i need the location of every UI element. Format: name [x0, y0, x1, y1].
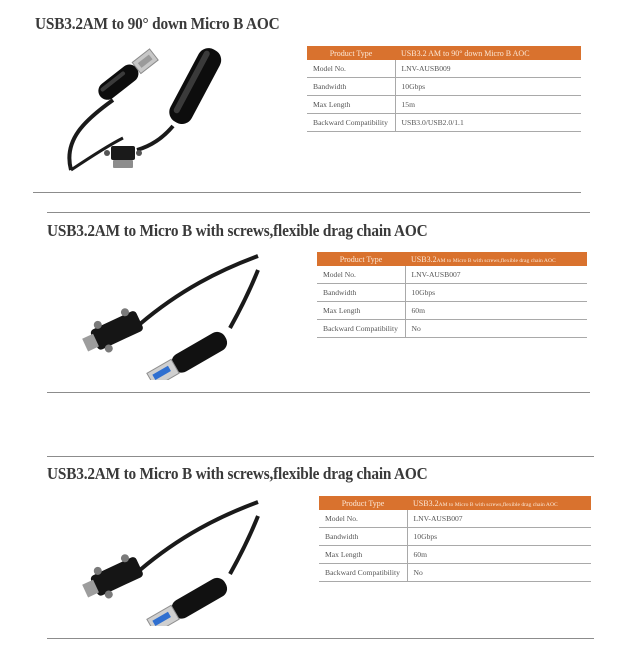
spec-value: 60m: [407, 546, 591, 564]
spec-row: [319, 546, 591, 564]
spec-row: [307, 78, 581, 96]
spec-header-row: [319, 496, 591, 510]
spec-label: Max Length: [307, 96, 395, 114]
product-title: USB3.2AM to Micro B with screws,flexible drag chain AOC: [47, 221, 428, 240]
spec-row: [307, 96, 581, 114]
section-top-rule: [47, 456, 594, 457]
spec-header-value: [395, 46, 581, 60]
spec-label: Max Length: [317, 302, 405, 320]
spec-header-label: Product Type: [307, 46, 395, 60]
product-title: USB3.2AM to Micro B with screws,flexible drag chain AOC: [47, 464, 428, 483]
spec-row: [319, 564, 591, 582]
spec-header-value: [405, 252, 587, 266]
cable-photo-micro-b-screws: [80, 250, 260, 380]
product-section-2: [0, 210, 626, 400]
spec-label: Max Length: [319, 546, 407, 564]
spec-header-label: Product Type: [317, 252, 405, 266]
spec-value: No: [407, 564, 591, 582]
spec-table: [319, 496, 591, 582]
section-divider: [33, 192, 581, 193]
spec-header-value-lead: USB3.2: [411, 254, 437, 264]
spec-label: Backward Compatibility: [317, 320, 405, 338]
spec-header-value-rest: AM to 90° down Micro B AOC: [426, 48, 530, 58]
spec-value: 10Gbps: [407, 528, 591, 546]
spec-row: [319, 528, 591, 546]
spec-row: [317, 266, 587, 284]
spec-label: Backward Compatibility: [319, 564, 407, 582]
spec-value: LNV-AUSB007: [407, 510, 591, 528]
spec-value: 15m: [395, 96, 581, 114]
cable-photo-micro-b-screws: [80, 496, 260, 626]
spec-label: Bandwidth: [307, 78, 395, 96]
spec-row: [317, 302, 587, 320]
spec-label: Bandwidth: [317, 284, 405, 302]
spec-header-row: [307, 46, 581, 60]
spec-label: Model No.: [317, 266, 405, 284]
spec-value: 10Gbps: [405, 284, 587, 302]
spec-header-value: [407, 496, 591, 510]
spec-table: [307, 46, 581, 132]
spec-value: USB3.0/USB2.0/1.1: [395, 114, 581, 132]
spec-header-label: Product Type: [319, 496, 407, 510]
product-title: USB3.2AM to 90° down Micro B AOC: [35, 14, 280, 33]
spec-value: 10Gbps: [395, 78, 581, 96]
spec-header-row: [317, 252, 587, 266]
section-divider: [47, 392, 590, 393]
section-top-rule: [47, 212, 590, 213]
spec-header-value-rest: AM to Micro B with screws,flexible drag chain AOC: [436, 257, 556, 264]
spec-row: [317, 284, 587, 302]
cable-photo-90-degree-micro-b: [55, 42, 235, 182]
spec-label: Model No.: [307, 60, 395, 78]
spec-value: 60m: [405, 302, 587, 320]
spec-value: No: [405, 320, 587, 338]
spec-header-value-rest: AM to Micro B with screws,flexible drag chain AOC: [438, 501, 558, 508]
spec-header-value-lead: USB3.2: [401, 48, 427, 58]
spec-label: Bandwidth: [319, 528, 407, 546]
spec-table: [317, 252, 587, 338]
spec-row: [317, 320, 587, 338]
spec-label: Model No.: [319, 510, 407, 528]
spec-row: [319, 510, 591, 528]
section-divider: [47, 638, 594, 639]
spec-header-value-lead: USB3.2: [413, 498, 439, 508]
spec-value: LNV-AUSB007: [405, 266, 587, 284]
spec-row: [307, 114, 581, 132]
product-section-1: [0, 0, 626, 200]
product-section-3: [0, 452, 626, 642]
spec-label: Backward Compatibility: [307, 114, 395, 132]
spec-value: LNV-AUSB009: [395, 60, 581, 78]
spec-row: [307, 60, 581, 78]
